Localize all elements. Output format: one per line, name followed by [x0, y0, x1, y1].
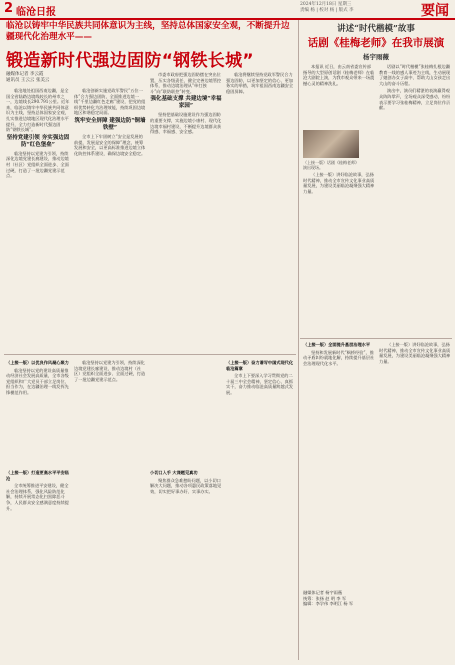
- right-paragraph: 演出中，演员们精湛的表演赢得观众阵阵掌声，全场观众深受感动，纷纷表示要学习张桂梅精神，立足岗位作贡献。: [379, 88, 451, 111]
- box-text: 临沧坚持以党的建设高质量推动经济社会发展高质量，全市各级党组织和广大党员干部立足岗位、担当作为，在边疆治理一线发挥先锋模范作用。: [6, 367, 69, 395]
- box-text: 临沧坚持以党建为引领，持续深化边境党建长廊建设，推动边境村（社区）党组织全面进步、全面过硬，打造了一批边疆党建示范点。: [74, 360, 146, 382]
- masthead: [0, 0, 455, 20]
- main-byline: 融媒体记者 李云霞 通讯员 王云云 张美云: [6, 72, 50, 83]
- right-paragraph: 话剧以“时代楷模”张桂梅扎根边疆教育一线的感人事迹为主线，生动展现了她创办女子高中、帮助大山女孩走出大山的奋斗历程。: [379, 64, 451, 86]
- main-paragraph: 市委市政府把强边固防摆在突出位置，压实各级责任，健全完善边境管控体系，推动边境治理从“单打独斗”向“联防联控”转变。: [150, 72, 222, 94]
- box-title: 小切口入手 大课题见真功: [150, 470, 198, 475]
- box-title: （上接一版）全面提升基层治理水平: [303, 342, 371, 347]
- box-2: [6, 470, 70, 660]
- right-kicker: 讲述“时代楷模”故事: [337, 24, 415, 34]
- stage-photo: [303, 130, 359, 158]
- box-text: 全市统筹推进平安建设，健全社会治理体系，强化风险防范化解，持续开展常态化扫黑除恶斗争，人民群众安全感满意度持续提升。: [6, 483, 69, 511]
- column-divider: [298, 20, 299, 660]
- right-author: 杨宇雨薇: [363, 53, 389, 61]
- box-3: [150, 470, 222, 660]
- box-text: 全市上下要深入学习贯彻党的二十届三中全会精神，坚定信心、真抓实干，奋力推动临沧高质量跨越式发展。: [226, 373, 294, 395]
- main-paragraph: 坚持把基础设施建设作为强边固防的重要支撑，实施边境小康村、现代化边境幸福村建设，不断提升边境群众获得感、幸福感、安全感。: [150, 112, 222, 135]
- box-text: 聚焦群众急难愁盼问题，以小切口解决大问题，推动各项惠民政策落地见效，切实把好事办好、实事办实。: [150, 477, 222, 494]
- main-paragraph: 全市上下牢固树立“安全是发展的前提，发展是安全的保障”理念，统筹发展和安全，以更高标准推进边境立体化防控体系建设，确保边境安全稳定。: [74, 133, 146, 156]
- date-line: [300, 2, 410, 14]
- box-1: [6, 360, 70, 460]
- editor-line: 责编 杨 | 校对 杨 | 版式 李: [300, 8, 354, 13]
- box-text: 坚持和发展新时代“枫桥经验”，推动矛盾纠纷就地化解，持续提升基层社会治理现代化水平。: [303, 349, 375, 366]
- photo-caption: （上接一版）话剧《桂梅老师》演出现场。: [303, 160, 359, 170]
- box-text: （上接一版）讲好临沧故事，弘扬时代精神，推动全市宣传文化事业高质量发展，为建设美丽临沧凝聚强大精神力量。: [379, 342, 451, 364]
- main-column-1: [6, 88, 70, 350]
- main-column-3: [150, 72, 222, 350]
- right-column-2: [379, 64, 451, 334]
- main-column-4: [226, 72, 296, 350]
- right-continued: （上接一版）讲好临沧故事，弘扬时代精神，推动全市宣传文化事业高质量发展，为建设美丽临沧凝聚强大精神力量。: [303, 172, 375, 194]
- paper-name: 临沧日报: [16, 7, 56, 18]
- page-number: 2: [4, 1, 14, 16]
- main-paragraph: 临沧坚持以党建为引领，持续深化边境党建长廊建设，推动边境村（社区）党组织全面进步、全面过硬，打造了一批边疆党建示范点。: [6, 150, 69, 179]
- section-divider: [4, 354, 296, 355]
- main-paragraph: 临沧创新实施党政军警民“五位一体”合力强边固防，全面推进边境一线“千里边疆红色走廊”建设，把党的组织优势转化为治理效能，持续巩固边境地区和谐稳定局面。: [74, 88, 146, 116]
- right-column-1-bottom: [303, 172, 375, 334]
- main-kicker: 临沧以铸牢中华民族共同体意识为主线，坚持总体国家安全观，不断提升边疆现代化治理水平——: [6, 21, 290, 42]
- publication-date: 2024年12月18日 星期三: [300, 2, 352, 7]
- right-headline: 话剧《桂梅老师》在我市展演: [307, 37, 445, 49]
- main-subhead: 坚持党建引领 夯实强边固防“红色堡垒”: [6, 134, 70, 148]
- right-paragraph: 本报讯 近日，由云南省委宣传部指导的大型原创话剧《桂梅老师》在临沧大剧院上演，为我市观众带来一场震撼心灵的精神洗礼。: [303, 64, 375, 86]
- box-title: （上接一版）打造更高水平平安临沧: [6, 470, 69, 481]
- main-subhead: 强化基础支撑 共建边境“幸福家园”: [150, 96, 222, 110]
- right-divider: [300, 338, 452, 339]
- box-4: [226, 360, 296, 660]
- right-column-1-top: [303, 64, 375, 126]
- main-headline: 锻造新时代强边固防“钢铁长城”: [6, 51, 254, 71]
- main-subhead: 筑牢安全屏障 建强边防“铜墙铁壁”: [74, 117, 146, 131]
- main-paragraph: 临沧地处祖国西南边疆，是全国全省陆路边境线较长的州市之一，边境线长290.791公里。近年来，临沧以铸牢中华民族共同体意识为主线，坚持总体国家安全观，扎实推进边境地区现代化治理水平提升，全力打造新时代强边固防“钢铁长城”。: [6, 88, 70, 133]
- main-column-2: [74, 88, 146, 350]
- box-5: [303, 342, 375, 582]
- box-title: （上接一版）奋力谱写中国式现代化临沧篇章: [226, 360, 294, 371]
- box-1-continued: [74, 360, 146, 660]
- box-5-continued: [379, 342, 451, 660]
- section-name: 要闻: [421, 3, 449, 19]
- main-paragraph: 临沧将继续坚持党政军警民合力强边固防，以更加坚定的信心、更加务实的举措，筑牢祖国西南边疆安全稳固屏障。: [226, 72, 294, 94]
- editors-credit: 融媒体记者 杨宇雨薇 统筹：张扬 赵 明 李 军 编辑：李学伟 李明江 杨 军: [303, 590, 354, 607]
- box-title: （上接一版）以优良作风凝心聚力: [6, 360, 69, 365]
